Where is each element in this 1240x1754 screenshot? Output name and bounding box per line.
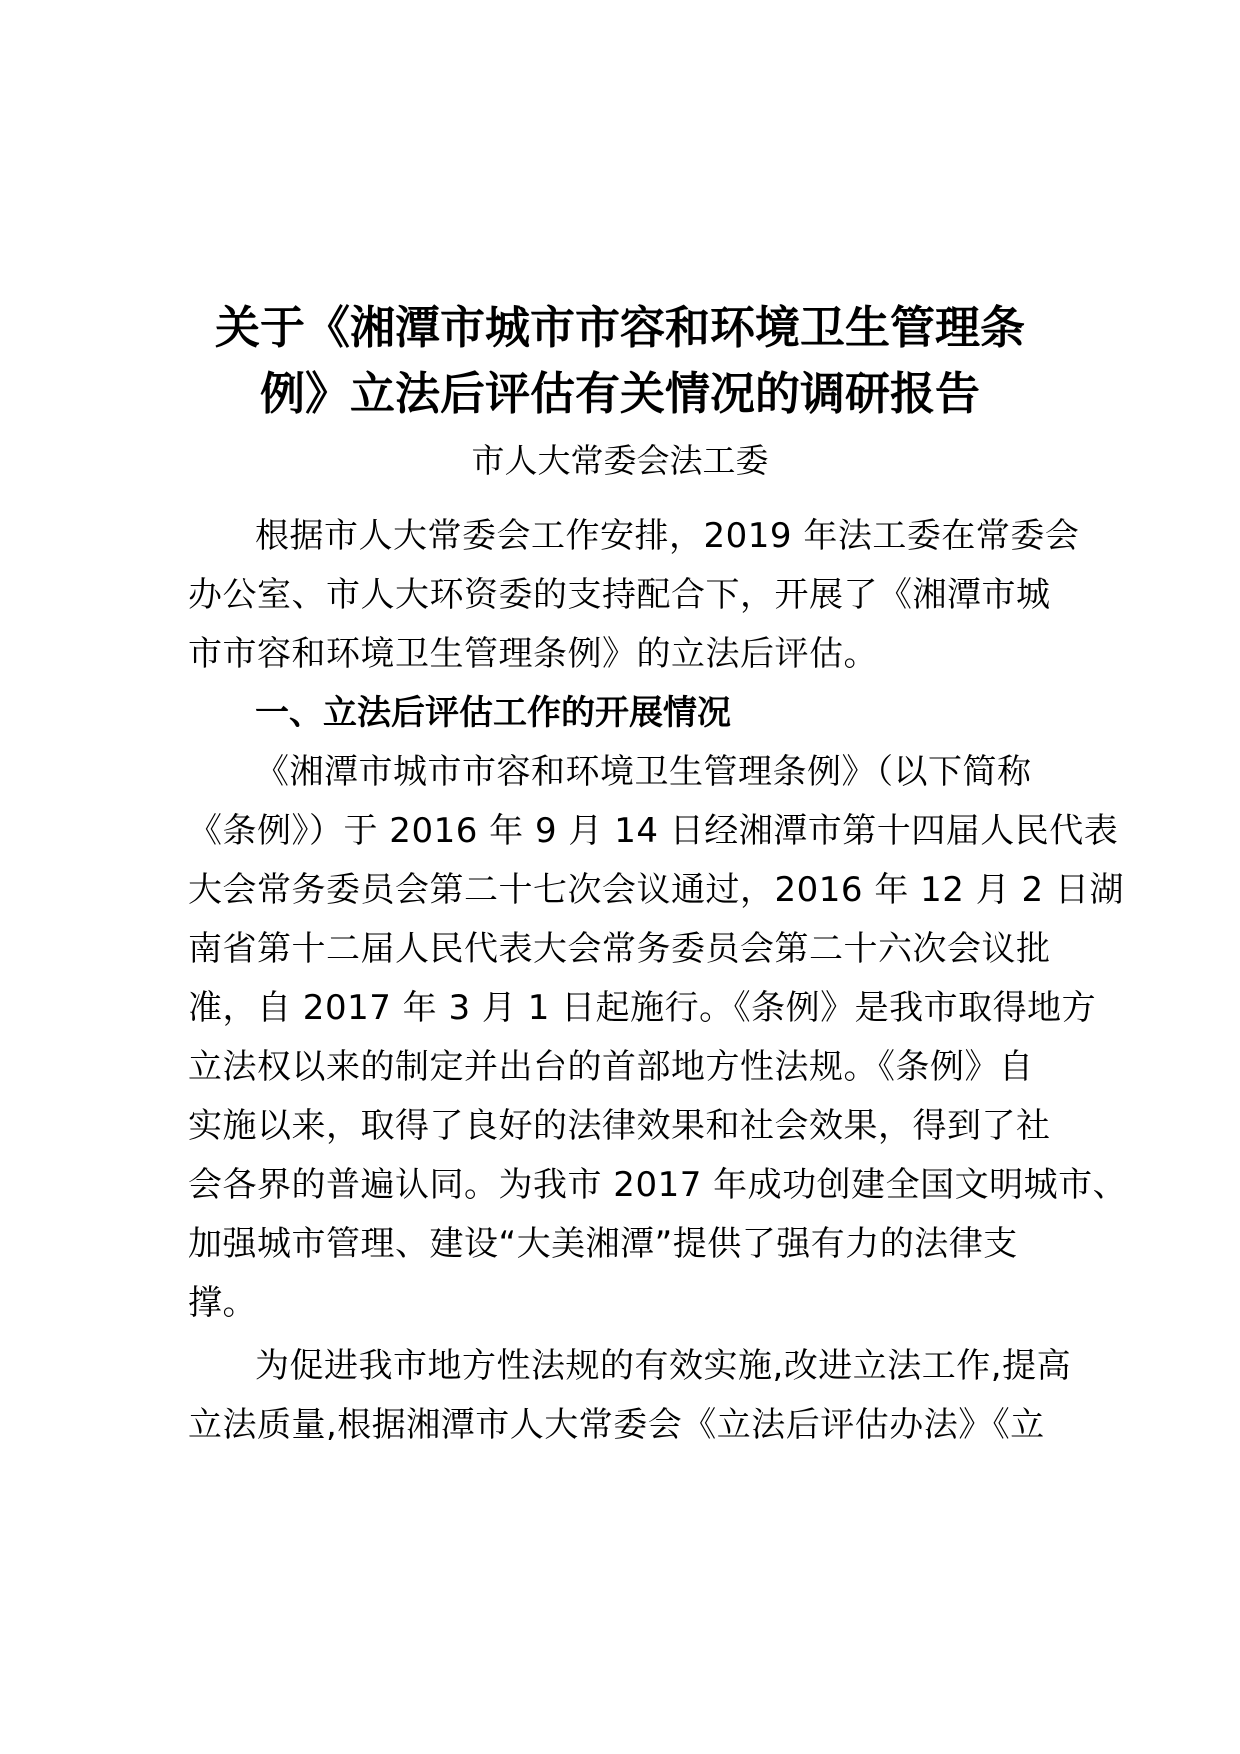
paragraph-2-line: 准，自 2017 年 3 月 1 日起施行。《条例》是我市取得地方 [188, 988, 1097, 1028]
paragraph-3-line: 立法质量,根据湘潭市人大常委会《立法后评估办法》《立 [188, 1405, 1045, 1445]
document-title-line-1: 关于《湘潭市城市市容和环境卫生管理条 [214, 301, 1025, 354]
paragraph-2-line: 撑。 [188, 1283, 257, 1323]
paragraph-2-line: 加强城市管理、建设“大美湘潭”提供了强有力的法律支 [188, 1224, 1018, 1264]
paragraph-1-line: 市市容和环境卫生管理条例》的立法后评估。 [188, 634, 878, 674]
document-author: 市人大常委会法工委 [471, 441, 769, 480]
paragraph-2-line: 《条例》）于 2016 年 9 月 14 日经湘潭市第十四届人民代表 [188, 811, 1119, 851]
paragraph-2-line: 《湘潭市城市市容和环境卫生管理条例》（以下简称 [255, 752, 1032, 792]
paragraph-2-line: 立法权以来的制定并出台的首部地方性法规。《条例》自 [188, 1047, 1034, 1087]
paragraph-1-line: 办公室、市人大环资委的支持配合下，开展了《湘潭市城 [188, 575, 1051, 615]
paragraph-3-line: 为促进我市地方性法规的有效实施,改进立法工作,提高 [255, 1346, 1072, 1386]
paragraph-2-line: 实施以来，取得了良好的法律效果和社会效果，得到了社 [188, 1106, 1051, 1146]
paragraph-2-line: 大会常务委员会第二十七次会议通过，2016 年 12 月 2 日湖 [188, 870, 1124, 910]
document-title-line-2: 例》立法后评估有关情况的调研报告 [259, 367, 980, 420]
paragraph-2-line: 会各界的普遍认同。为我市 2017 年成功创建全国文明城市、 [188, 1165, 1128, 1205]
section-heading: 一、立法后评估工作的开展情况 [255, 693, 731, 733]
paragraph-1-line: 根据市人大常委会工作安排，2019 年法工委在常委会 [255, 516, 1080, 556]
paragraph-2-line: 南省第十二届人民代表大会常务委员会第二十六次会议批 [188, 929, 1051, 969]
